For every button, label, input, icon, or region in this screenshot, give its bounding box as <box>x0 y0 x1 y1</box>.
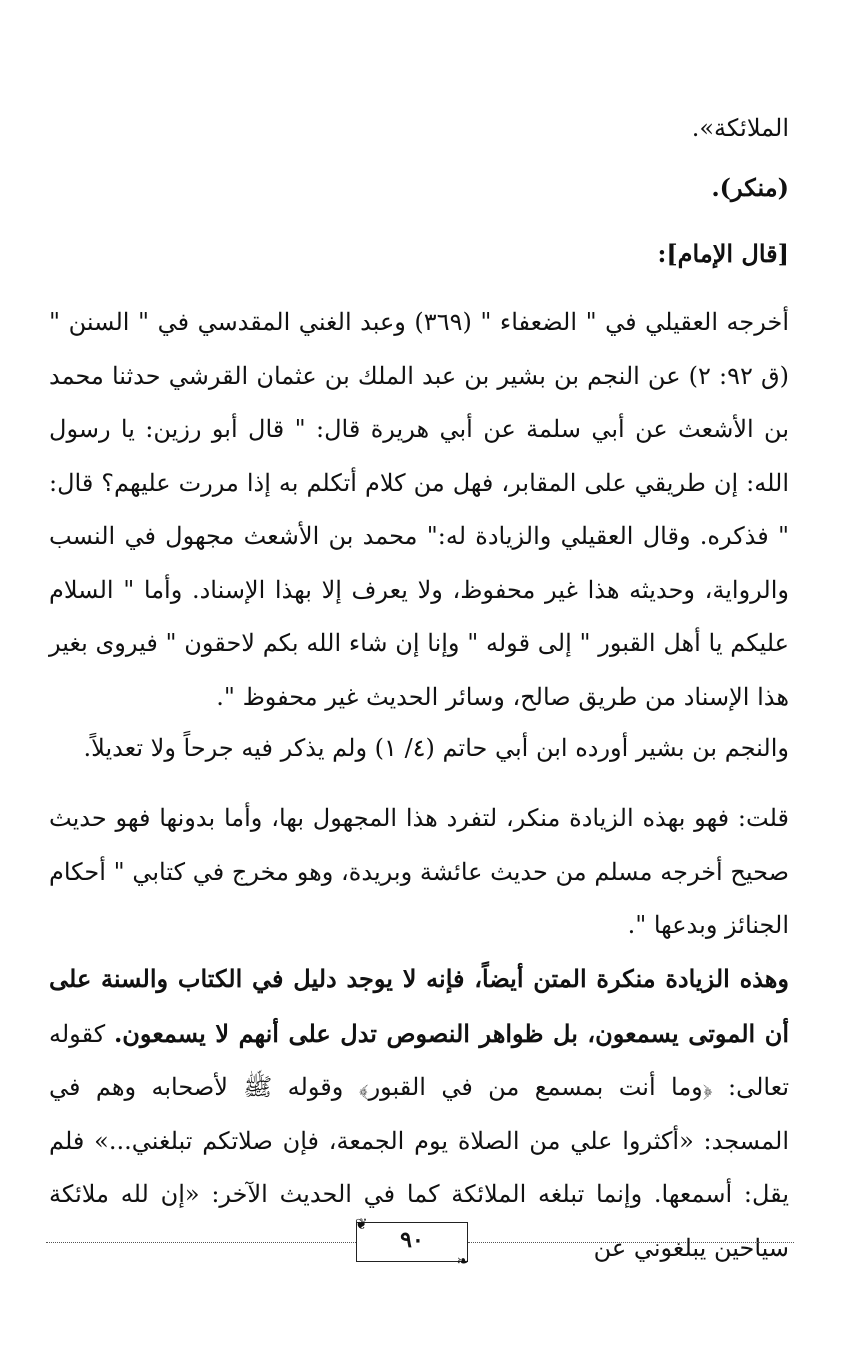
paragraph-ziyada-bold: وهذه الزيادة منكرة المتن أيضاً، فإنه لا يوجد دليل في الكتاب والسنة على أن الموتى يسمعون، بل ظواهر النصوص تدل على أنهم لا يسمعون. <box>49 964 789 1048</box>
paragraph-takhrij: أخرجه العقيلي في " الضعفاء " (٣٦٩) وعبد الغني المقدسي في " السنن " (ق ٩٢: ٢) عن النجم بن بشير بن عبد الملك بن عثمان القرشي حدثنا محمد بن الأشعث عن أبي سلمة عن أبي هريرة قال: " قال أبو رزين: يا رسول الله: إن طريقي على المقابر، فهل من كلام أتكلم به إذا مررت عليهم؟ قال: " فذكره. وقال العقيلي والزيادة له:" محمد بن الأشعث مجهول في النسب والرواية، وحديثه هذا غير محفوظ، ولا يعرف إلا بهذا الإسناد. وأما " السلام عليكم يا أهل القبور " إلى قوله " وإنا إن شاء الله بكم لاحقون " فيروى بغير هذا الإسناد من طريق صالح، وسائر الحديث غير محفوظ ". <box>49 308 790 711</box>
page-number-frame <box>355 1215 469 1270</box>
paragraph-najm: والنجم بن بشير أورده ابن أبي حاتم (٤/ ١) ولم يذكر فيه جرحاً ولا تعديلاً. <box>83 734 789 762</box>
hadith-verdict: (منكر). <box>711 173 789 202</box>
paragraph-ziyada-rest: كقوله تعالى: ﴿وما أنت بمسمع من في القبور﴾ وقوله ﷺ لأصحابه وهم في المسجد: «أكثروا علي من الصلاة يوم الجمعة، فإن صلاتكم تبلغني...» فلم يقل: أسمعها. وإنما تبلغه الملائكة كما في الحديث الآخر: «إن لله ملائكة سياحين يبلغوني عن <box>49 1019 789 1262</box>
footer-divider-right <box>468 1242 794 1243</box>
section-heading: [قال الإمام]: <box>657 239 789 268</box>
paragraph-qultu: قلت: فهو بهذه الزيادة منكر، لتفرد هذا المجهول بها، وأما بدونها فهو حديث صحيح أخرجه مسلم من حديث عائشة وبريدة، وهو مخرج في كتابي " أحكام الجنائز وبدعها ". <box>49 804 789 939</box>
paragraph-continuation: الملائكة». <box>691 114 789 142</box>
page-number: ٩٠ <box>400 1227 424 1253</box>
ornament-icon: ❦ <box>355 1215 368 1233</box>
ornament-icon: ❧ <box>456 1252 469 1270</box>
page-footer <box>46 1215 794 1274</box>
footer-divider-left <box>46 1242 356 1243</box>
